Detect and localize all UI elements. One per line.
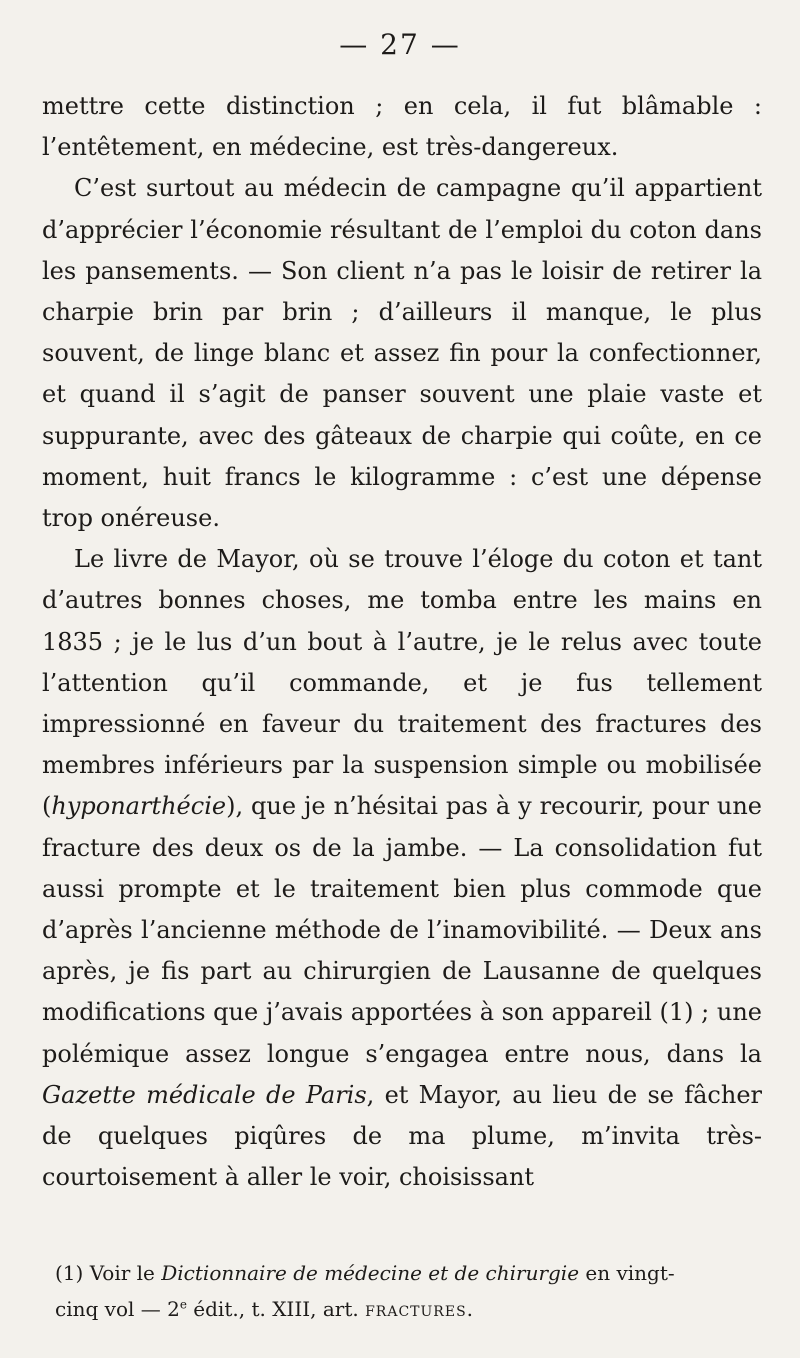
- footnote-line-2: [55, 1291, 767, 1327]
- term-hyponarthecie: hyponarthécie: [51, 792, 227, 821]
- footnote-prefix: (1) Voir le: [55, 1261, 162, 1285]
- footnote-volumes: cinq vol — 2: [55, 1297, 180, 1321]
- footnote: [55, 1255, 767, 1327]
- paragraph-3-text-a: Le livre de Mayor, où se trouve l’éloge du coton et tant d’autres bonnes choses, me tomba entre les mains en 1835 ; je le lus d’un bout à l’autre, je le relus avec toute l’attention qu’il commande, et je fus tellement impressionné en faveur du traitement des fractures des membres inférieurs par la suspension simple ou mobilisée (: [42, 545, 762, 821]
- body-text: [42, 86, 762, 1198]
- paragraph-3: [42, 539, 762, 1198]
- footnote-edition-superscript: e: [179, 1297, 187, 1312]
- journal-title: Gazette médicale de Paris: [42, 1080, 367, 1109]
- paragraph-2: C’est surtout au médecin de campagne qu’il appartient d’apprécier l’économie résultant de l’emploi du coton dans les pansements. — Son client n’a pas le loisir de retirer la charpie brin par brin ; d’ailleurs il manque, le plus souvent, de linge blanc et assez fin pour la confectionner, et quand il s’agit de panser souvent une plaie vaste et suppurante, avec des gâteaux de charpie qui coûte, en ce moment, huit francs le kilogramme : c’est une dépense trop onéreuse.: [42, 174, 762, 533]
- paragraph-1: mettre cette distinction ; en cela, il fut blâmable : l’entêtement, en médecine, est très-dangereux.: [42, 92, 762, 162]
- footnote-article: fractures.: [365, 1297, 475, 1321]
- footnote-edition: édit., t. XIII, art.: [186, 1297, 366, 1321]
- footnote-book-title: Dictionnaire de médecine et de chirurgie: [161, 1261, 580, 1285]
- page-number: — 27 —: [339, 28, 461, 61]
- footnote-suffix: en vingt-: [579, 1261, 675, 1285]
- paragraph-3-text-c: , et Mayor, au lieu de se fâcher de quelques piqûres de ma plume, m’invita très-courtoisement à aller le voir, choisissant: [42, 1080, 762, 1192]
- paragraph-3-text-b: ), que je n’hésitai pas à y recourir, pour une fracture des deux os de la jambe. — La consolidation fut aussi prompte et le traitement bien plus commode que d’après l’ancienne méthode de l’inamovibilité. — Deux ans après, je fis part au chirurgien de Lausanne de quelques modifications que j’avais apportées à son appareil (1) ; une polémique assez longue s’engagea entre nous, dans la: [42, 792, 762, 1068]
- footnote-line-1: [55, 1255, 767, 1291]
